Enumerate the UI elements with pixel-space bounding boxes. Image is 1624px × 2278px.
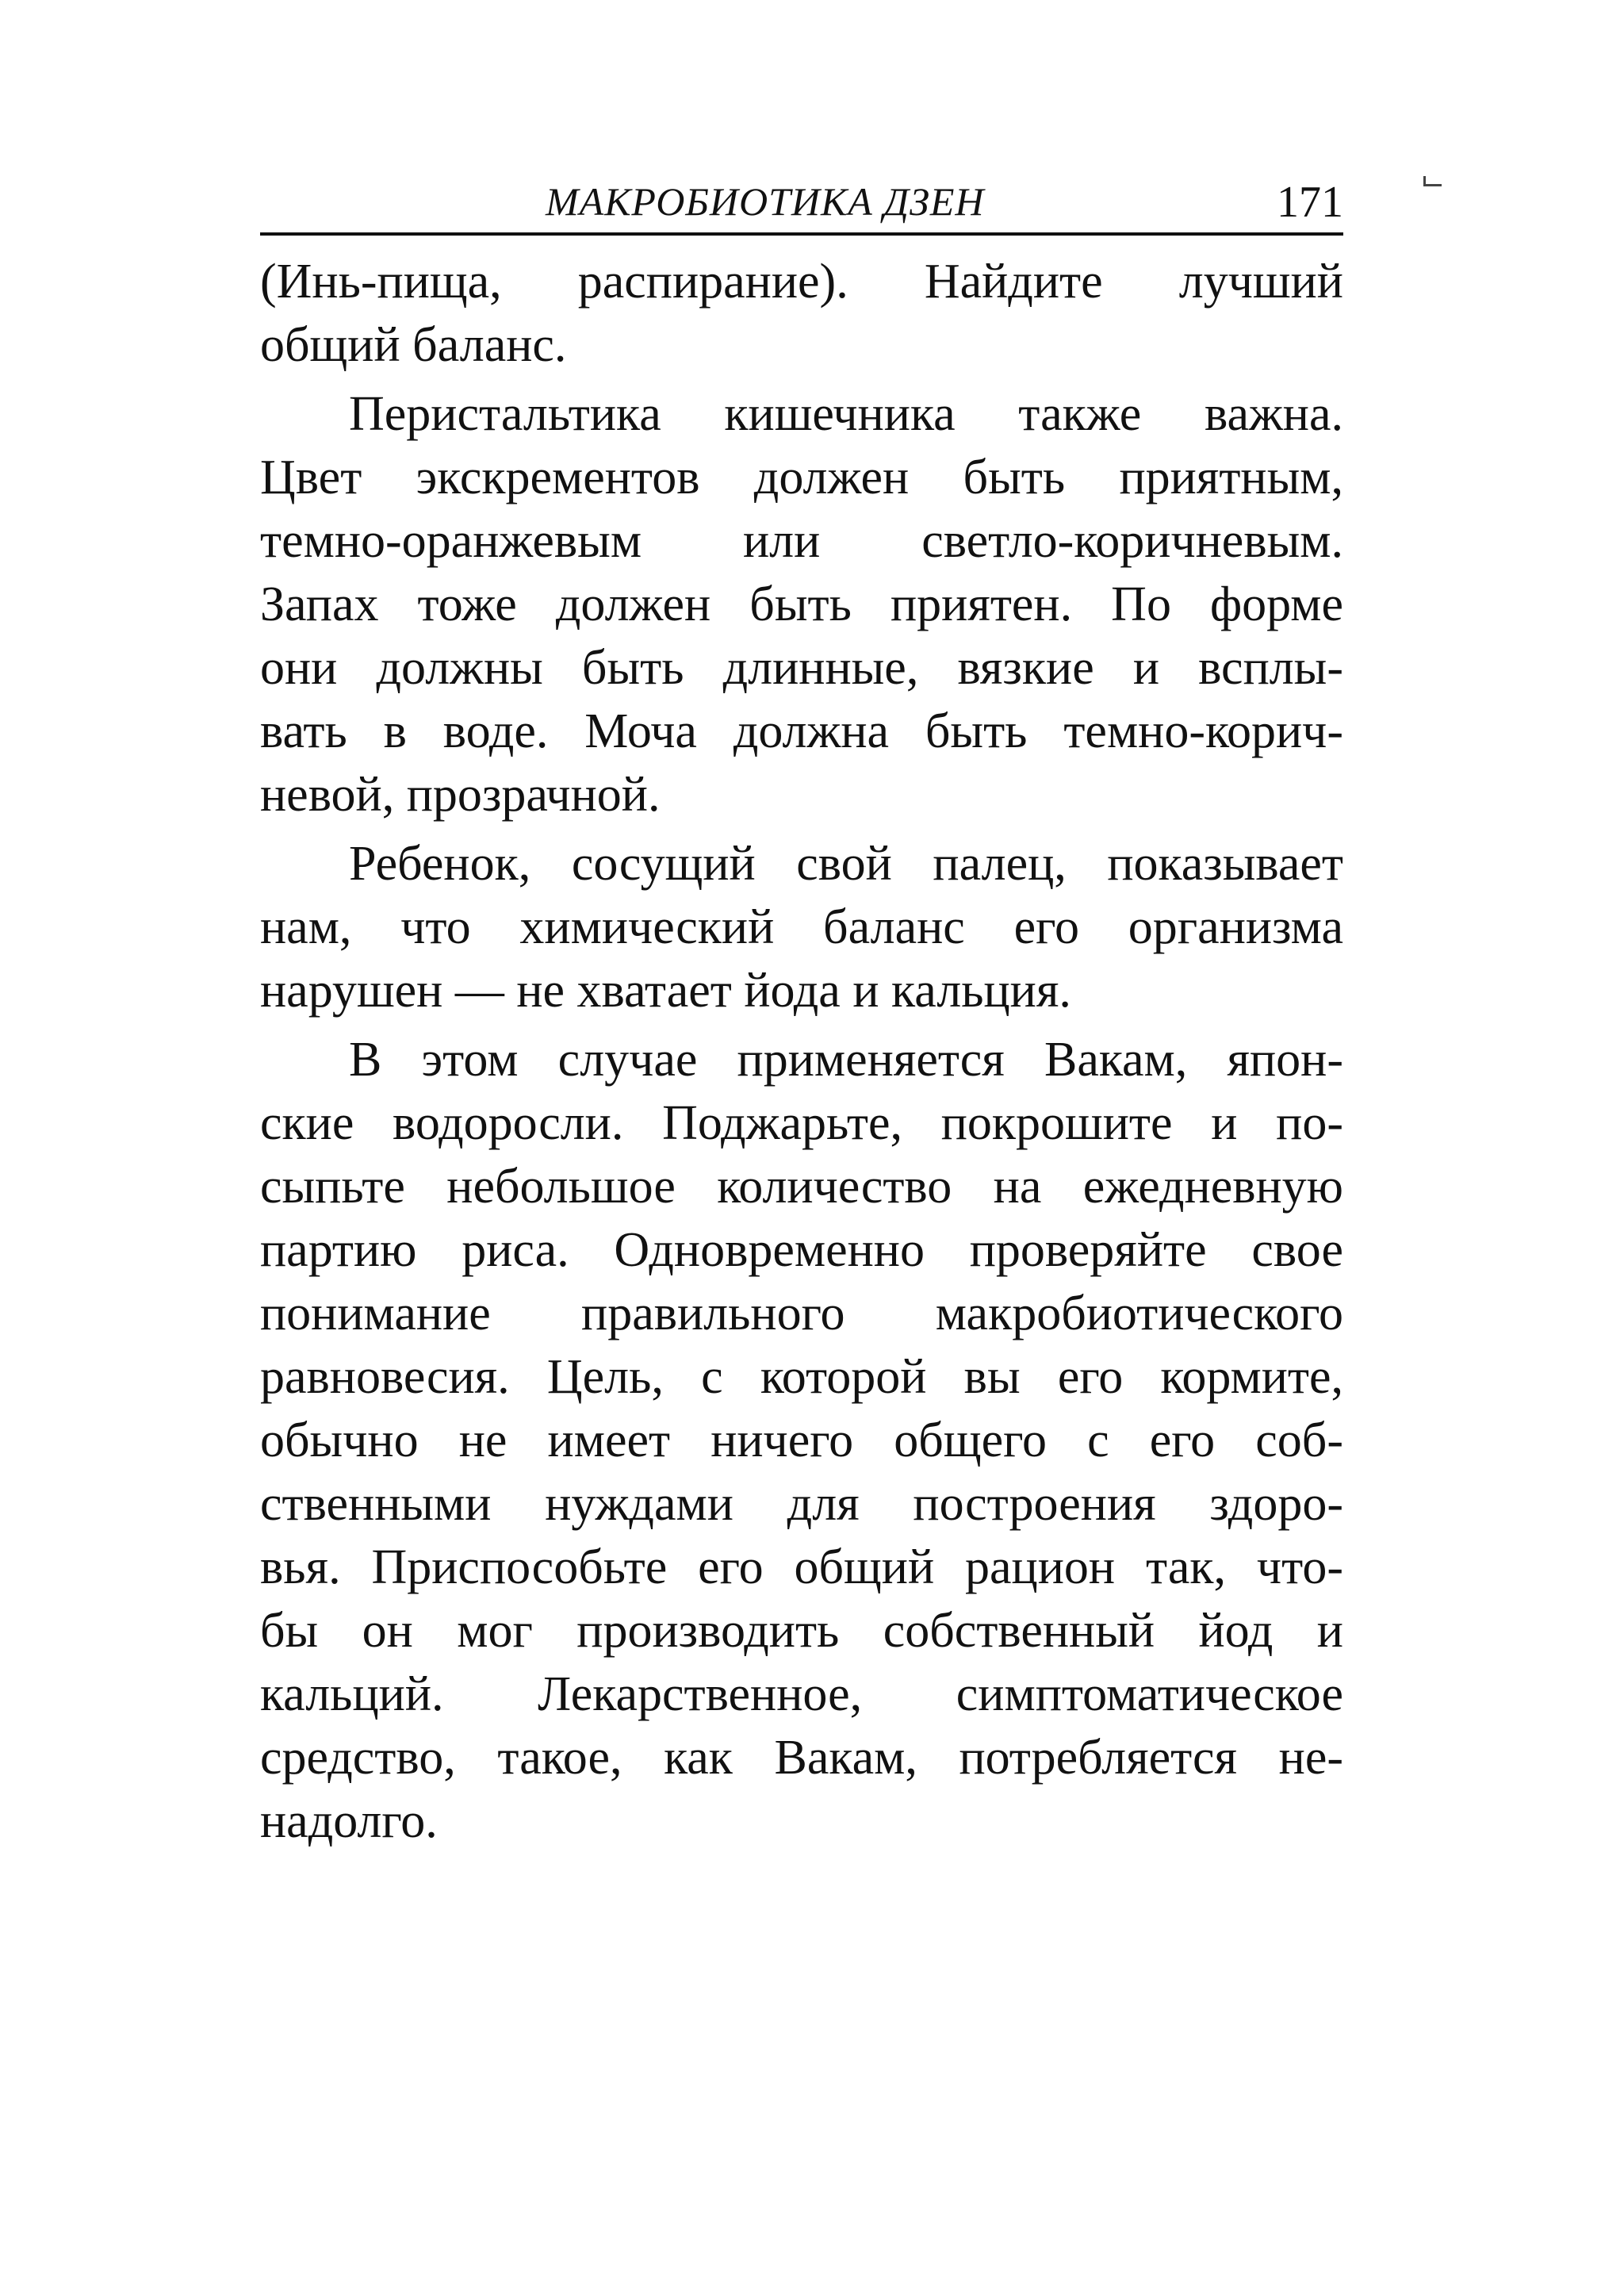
text-line: бы он мог производить собственный йод и xyxy=(260,1604,1343,1658)
text-line: кальций. Лекарственное, симптоматическое xyxy=(260,1667,1343,1721)
paragraph-2 xyxy=(260,382,1343,826)
header-rule xyxy=(260,232,1343,236)
text-line: ские водоросли. Поджарьте, покрошите и по- xyxy=(260,1096,1343,1150)
text-line: они должны быть длинные, вязкие и всплы- xyxy=(260,641,1343,695)
text-line: невой, прозрачной. xyxy=(260,768,661,822)
scan-corner-mark xyxy=(1423,176,1442,186)
text-line: вать в воде. Моча должна быть темно-корич- xyxy=(260,704,1343,758)
paragraph-3 xyxy=(260,832,1343,1022)
text-line: Цвет экскрементов должен быть приятным, xyxy=(260,451,1343,504)
text-line: Перистальтика кишечника также важна. xyxy=(349,387,1343,441)
text-line: средство, такое, как Вакам, потребляется не- xyxy=(260,1731,1343,1785)
page-header xyxy=(260,171,1343,237)
text-line: сыпьте небольшое количество на ежедневную xyxy=(260,1160,1343,1214)
text-line: обычно не имеет ничего общего с его соб- xyxy=(260,1413,1343,1467)
text-line: понимание правильного макробиотического xyxy=(260,1287,1343,1340)
text-line: общий баланс. xyxy=(260,318,567,372)
text-line: ственными нуждами для построения здоро- xyxy=(260,1477,1343,1531)
running-title: МАКРОБИОТИКА ДЗЕН xyxy=(546,179,985,224)
paragraph-1 xyxy=(260,250,1343,377)
text-line: нам, что химический баланс его организма xyxy=(260,900,1343,954)
text-line: вья. Приспособьте его общий рацион так, что- xyxy=(260,1540,1343,1594)
text-line: темно-оранжевым или светло-коричневым. xyxy=(260,514,1343,568)
text-line: Запах тоже должен быть приятен. По форме xyxy=(260,577,1343,631)
body-text xyxy=(260,250,1343,1853)
text-line: В этом случае применяется Вакам, япон- xyxy=(349,1033,1343,1087)
text-line: нарушен — не хватает йода и кальция. xyxy=(260,964,1071,1018)
text-line: партию риса. Одновременно проверяйте свое xyxy=(260,1223,1343,1277)
page-number: 171 xyxy=(1277,178,1343,227)
text-line: Ребенок, сосущий свой палец, показывает xyxy=(349,837,1343,891)
text-line: равновесия. Цель, с которой вы его кормите, xyxy=(260,1350,1343,1404)
text-line: (Инь-пища, распирание). Найдите лучший xyxy=(260,255,1343,309)
paragraph-4 xyxy=(260,1028,1343,1853)
text-line: надолго. xyxy=(260,1794,438,1848)
